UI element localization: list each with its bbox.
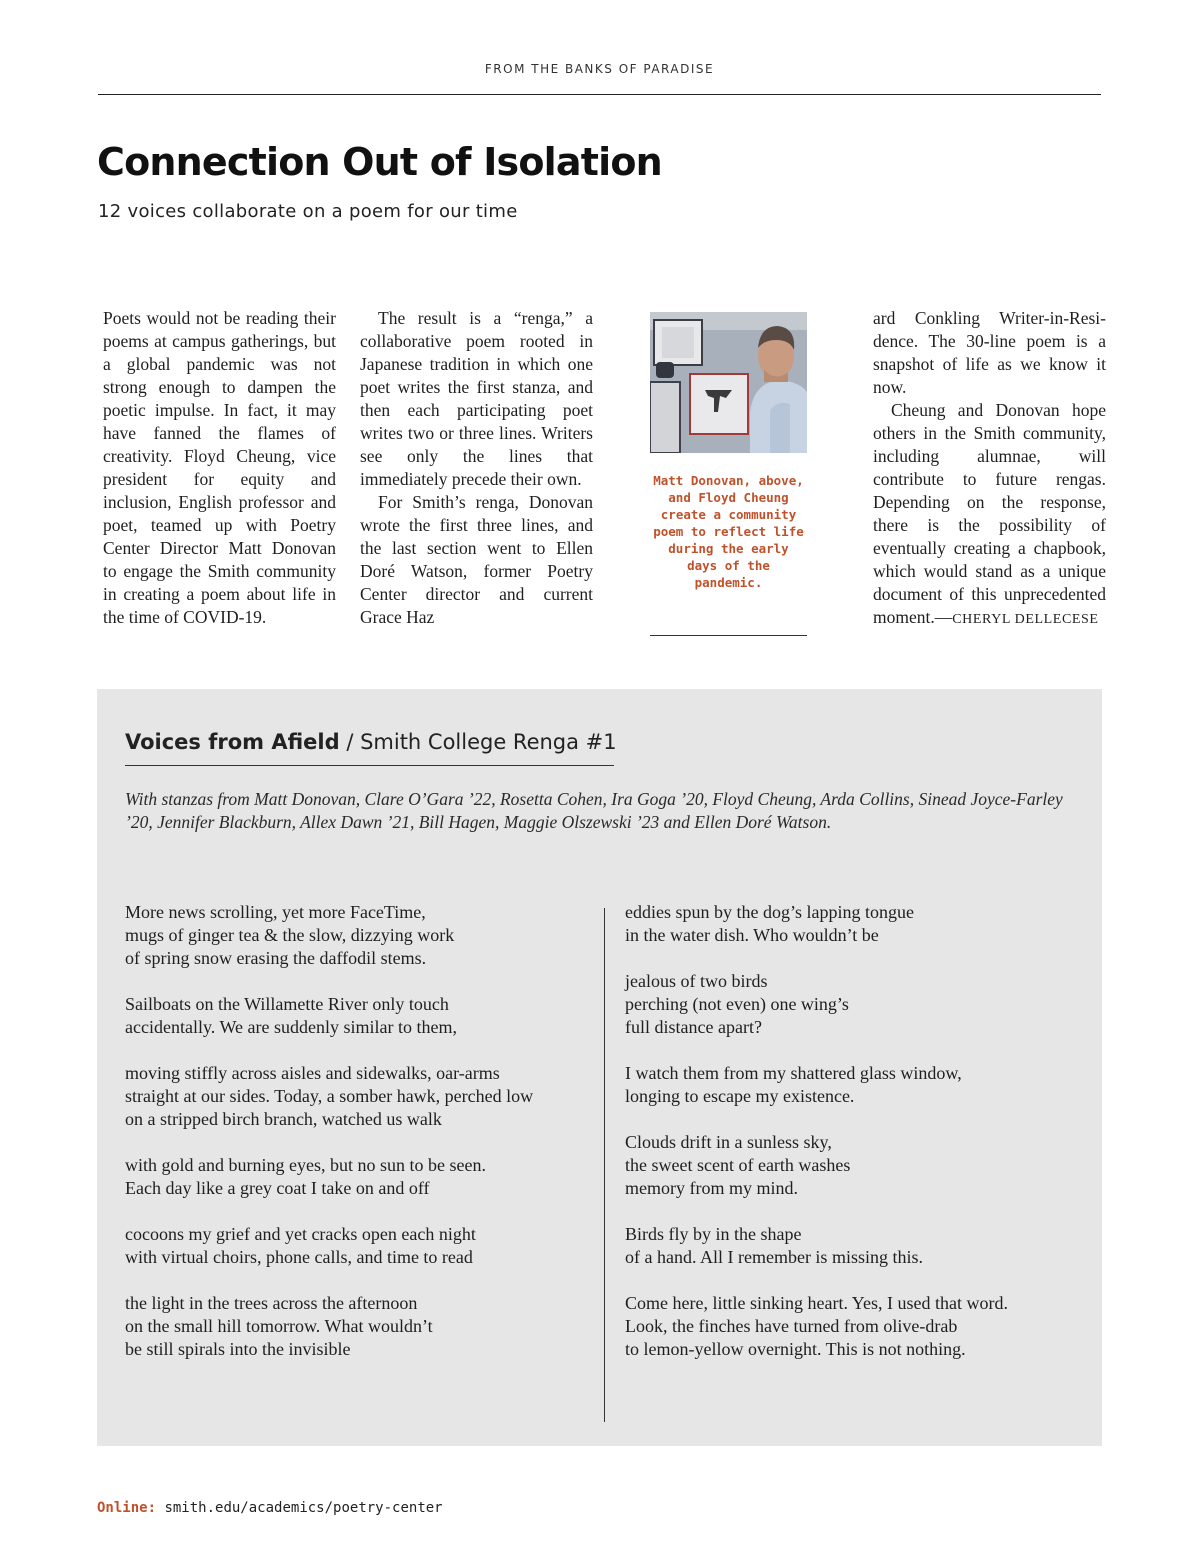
poem-line: Sailboats on the Willamette River only touch [125, 994, 449, 1014]
poem-line: moving stiffly across aisles and sidewalks, oar-arms [125, 1063, 500, 1083]
poem-line: Come here, little sinking heart. Yes, I used that word. [625, 1293, 1008, 1313]
poem-stanza [625, 1062, 1085, 1108]
online-url[interactable]: smith.edu/academics/poetry-center [164, 1500, 443, 1516]
poem-stanza [125, 993, 595, 1039]
online-link [97, 1500, 443, 1516]
photo-illustration [650, 312, 807, 453]
caption-rule [650, 635, 807, 636]
author-byline: CHERYL DELLECESE [952, 612, 1099, 627]
header-rule [98, 94, 1101, 95]
poem-line: straight at our sides. Today, a somber hawk, perched low [125, 1086, 534, 1106]
poem-stanza [125, 1223, 595, 1269]
poem-line: in the water dish. Who wouldn’t be [625, 925, 879, 945]
poem-line: jealous of two birds [625, 971, 768, 991]
article-title: Connection Out of Isolation [97, 140, 662, 184]
portrait-photo [650, 312, 807, 453]
article-column-1 [103, 307, 336, 629]
poem-line: the light in the trees across the afternoon [125, 1293, 418, 1313]
poem-stanza [625, 970, 1085, 1039]
poem-line: with virtual choirs, phone calls, and time to read [125, 1247, 473, 1267]
paragraph: Poets would not be reading their poems at campus gatherings, but a global pandemic was not strong enough to dampen the poetic impulse. In fact, it may have fanned the flames of creativity. Floyd Cheung, vice president for equity and inclusion, English professor and poet, teamed up with Poetry Center Director Matt Donovan to engage the Smith community in creating a poem about life in the time of COVID-19. [103, 308, 336, 627]
online-label: Online: [97, 1500, 157, 1516]
running-head: FROM THE BANKS OF PARADISE [484, 62, 715, 76]
poem-line: Clouds drift in a sunless sky, [625, 1132, 832, 1152]
poem-line: Birds fly by in the shape [625, 1224, 802, 1244]
poem-line: longing to escape my existence. [625, 1086, 855, 1106]
poem-stanza [625, 1223, 1085, 1269]
poem-line: the sweet scent of earth washes [625, 1155, 851, 1175]
poem-line: be still spirals into the invisible [125, 1339, 351, 1359]
renga-title-sub: / Smith College Renga #1 [339, 730, 617, 754]
poem-line: eddies spun by the dog’s lapping tongue [625, 902, 914, 922]
poem-line: More news scrolling, yet more FaceTime, [125, 902, 426, 922]
poem-stanza [625, 901, 1085, 947]
poem-stanza [125, 1292, 595, 1361]
renga-title [125, 730, 617, 754]
poem-line: of spring snow erasing the daffodil stems. [125, 948, 427, 968]
poem-right-column [625, 901, 1085, 1384]
article-subtitle: 12 voices collaborate on a poem for our time [98, 201, 518, 222]
poem-line: I watch them from my shattered glass window, [625, 1063, 962, 1083]
poem-stanza [125, 1154, 595, 1200]
poem-line: full distance apart? [625, 1017, 762, 1037]
poem-stanza [125, 901, 595, 970]
poem-stanza [625, 1131, 1085, 1200]
paragraph-with-byline [873, 399, 1106, 631]
poem-line: with gold and burning eyes, but no sun to be seen. [125, 1155, 486, 1175]
poem-stanza [125, 1062, 595, 1131]
poem-line: Each day like a grey coat I take on and off [125, 1178, 430, 1198]
renga-contributors: With stanzas from Matt Donovan, Clare O’Gara ’22, Rosetta Cohen, Ira Goga ’20, Floyd Cheung, Arda Collins, Sinead Joyce-Farley ’20, Jennifer Blackburn, Allex Dawn ’21, Bill Hagen, Maggie Olszewski ’23 and Ellen Doré Watson. [125, 789, 1063, 832]
poem-line: Look, the finches have turned from olive-drab [625, 1316, 958, 1336]
poem-left-column [125, 901, 595, 1384]
paragraph: The result is a “renga,” a collaborative poem rooted in Japanese tradition in which one poet writes the first stanza, and then each participating poet writes two or three lines. Writers see only the lines that immediately precede their own. [360, 308, 593, 489]
article-column-2 [360, 307, 593, 629]
poem-line: accidentally. We are suddenly similar to them, [125, 1017, 457, 1037]
renga-title-rule [125, 765, 614, 766]
poem-line: cocoons my grief and yet cracks open each night [125, 1224, 476, 1244]
poem-line: on a stripped birch branch, watched us walk [125, 1109, 442, 1129]
renga-title-main: Voices from Afield [125, 730, 340, 754]
poem-line: memory from my mind. [625, 1178, 798, 1198]
poem-line: to lemon-yellow overnight. This is not nothing. [625, 1339, 966, 1359]
poem-line: of a hand. All I remember is missing this. [625, 1247, 923, 1267]
poem-column-divider [604, 908, 605, 1422]
paragraph: ard Conkling Writer-in-Residence. The 30-line poem is a snapshot of life as we know it now. [873, 308, 1106, 397]
paragraph-text: Cheung and Donovan hope others in the Smith community, including alumnae, will contribute to future rengas. Depending on the response, there is the possibility of eventually creating a chapbook, which would stand as a unique document of this unprecedented moment.— [873, 400, 1106, 627]
poem-stanza [625, 1292, 1085, 1361]
poem-line: on the small hill tomorrow. What wouldn’t [125, 1316, 433, 1336]
photo-caption: Matt Donovan, above, and Floyd Cheung create a community poem to reflect life during the early days of the pandemic. [653, 473, 804, 590]
poem-line: mugs of ginger tea & the slow, dizzying work [125, 925, 455, 945]
article-column-4 [873, 307, 1106, 631]
paragraph: For Smith’s renga, Donovan wrote the first three lines, and the last section went to Ellen Doré Watson, former Poetry Center director and current Grace Haz [360, 492, 593, 627]
poem-line: perching (not even) one wing’s [625, 994, 849, 1014]
